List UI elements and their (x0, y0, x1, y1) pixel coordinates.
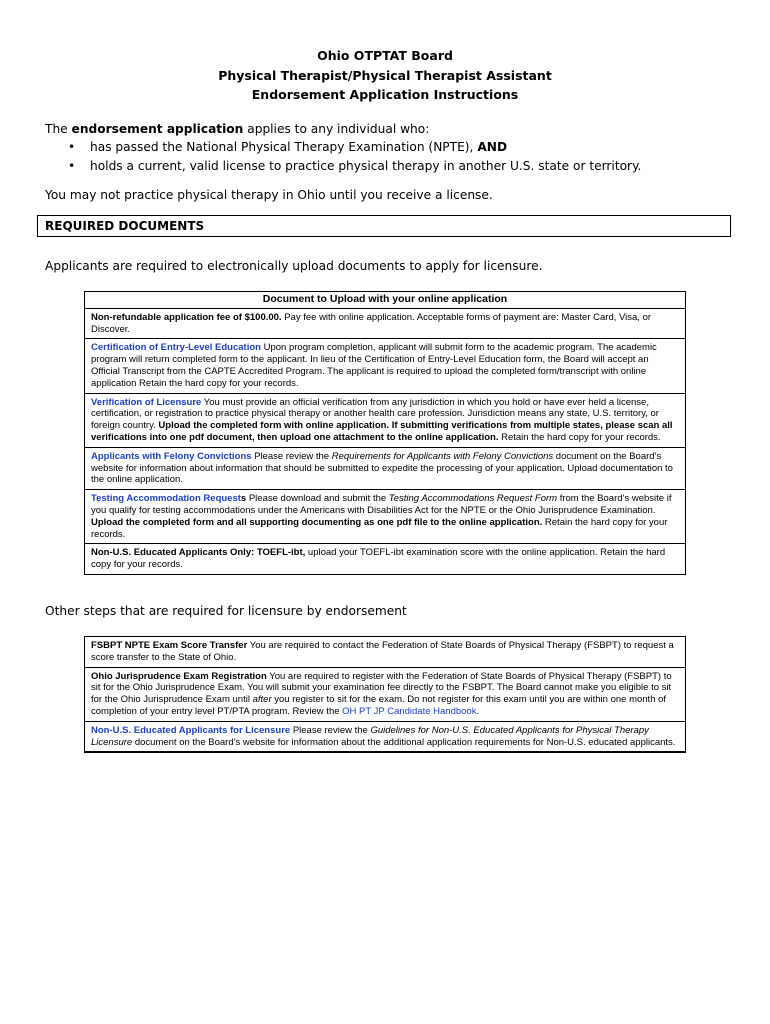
fee-row: Non-refundable application fee of $100.00. Pay fee with online application. Acceptable forms of payment are: Master Card, Visa, or Discover. (85, 308, 686, 339)
intro-bold: endorsement application (71, 122, 244, 136)
bullet-icon: • (68, 159, 76, 173)
non-us-row: Non-U.S. Educated Applicants for Licensure Please review the Guidelines for Non-U.S. Educated Applicants for Physical Therapy Licensure document on the Board’s website for information about the additional application requirements for Non-U.S. educated applicants. (85, 721, 686, 752)
felony-row: Applicants with Felony Convictions Please review the Requirements for Applicants with Felony Convictions document on the Board’s website for information about information that should be submitted to expedite the processing of your application. Upload documentation to the online application. (85, 447, 686, 489)
jurisprudence-row: Ohio Jurisprudence Exam Registration You are required to register with the Federation of State Boards of Physical Therapy (FSBPT) to sit for the Ohio Jurisprudence Exam. You will submit your examination fee directly to the FSBPT. The Board cannot make you eligible to sit for the Ohio Jurisprudence Exam until after you register to sit for the exam. Do not register for this exam until you are within one month of completion of your entry level PT/PTA program. Review the OH PT JP Candidate Handbook. (85, 667, 686, 721)
instructions-title: Endorsement Application Instructions (251, 87, 519, 102)
other-steps-table (84, 636, 686, 753)
required-documents-heading: REQUIRED DOCUMENTS (37, 215, 731, 237)
profession-title: Physical Therapist/Physical Therapist Assistant (218, 68, 552, 83)
board-title: Ohio OTPTAT Board (317, 48, 453, 63)
other-steps-intro: Other steps that are required for licensure by endorsement (45, 604, 407, 618)
bullet-item: • holds a current, valid license to practice physical therapy in another U.S. state or territory. (68, 159, 642, 173)
testing-link[interactable]: Testing Accommodation Request (91, 493, 241, 505)
practice-note: You may not practice physical therapy in Ohio until you receive a license. (45, 188, 493, 202)
toefl-row: Non-U.S. Educated Applicants Only: TOEFL-ibt, upload your TOEFL-ibt examination score with the online application. Retain the hard copy for your records. (85, 544, 686, 575)
candidate-handbook-link[interactable]: OH PT JP Candidate Handbook (342, 705, 477, 717)
upload-intro: Applicants are required to electronically upload documents to apply for licensure. (45, 259, 543, 273)
table-header: Document to Upload with your online application (85, 292, 686, 309)
certification-link[interactable]: Certification of Entry-Level Education (91, 342, 261, 354)
verification-link[interactable]: Verification of Licensure (91, 396, 202, 408)
bullet-icon: • (68, 140, 76, 154)
non-us-guidelines-link[interactable]: Non-U.S. Educated Applicants for Licensure (91, 724, 291, 736)
fsbpt-row: FSBPT NPTE Exam Score Transfer You are required to contact the Federation of State Boards of Physical Therapy (FSBPT) to request a score transfer to the State of Ohio. (85, 637, 686, 668)
verification-row: Verification of Licensure You must provide an official verification from any jurisdiction in which you hold or have ever held a license, certification, or registration to practice physical therapy or another health care profession. Jurisdiction means any state, U.S. territory, or foreign country. Upload the completed form with online application. If submitting verifications from multiple states, please scan all verifications into one pdf document, then upload one attachment to the online application. Retain the hard copy for your records. (85, 393, 686, 447)
felony-link[interactable]: Applicants with Felony Convictions (91, 450, 252, 462)
testing-row: Testing Accommodation Requests Please download and submit the Testing Accommodations Request Form from the Board’s website if you qualify for testing accommodations under the Americans with Disabilities Act for the NPTE or the Ohio Jurisprudence Examination. Upload the completed form and all supporting documenting as one pdf file to the online application. Retain the hard copy for your records. (85, 490, 686, 544)
certification-row: Certification of Entry-Level Education Upon program completion, applicant will submit form to the academic program. The academic program will return completed form to the applicant. In lieu of the Certification of Entry-Level Education form, the Board will accept an Official Transcript from the CAPTE Accredited Program. The applicant is required to upload the completed form/transcript with online application Retain the hard copy for your records. (85, 339, 686, 393)
intro-paragraph: The endorsement application applies to any individual who: (45, 122, 430, 136)
bullet-item: • has passed the National Physical Therapy Examination (NPTE), AND (68, 140, 508, 154)
upload-documents-table (84, 291, 686, 575)
